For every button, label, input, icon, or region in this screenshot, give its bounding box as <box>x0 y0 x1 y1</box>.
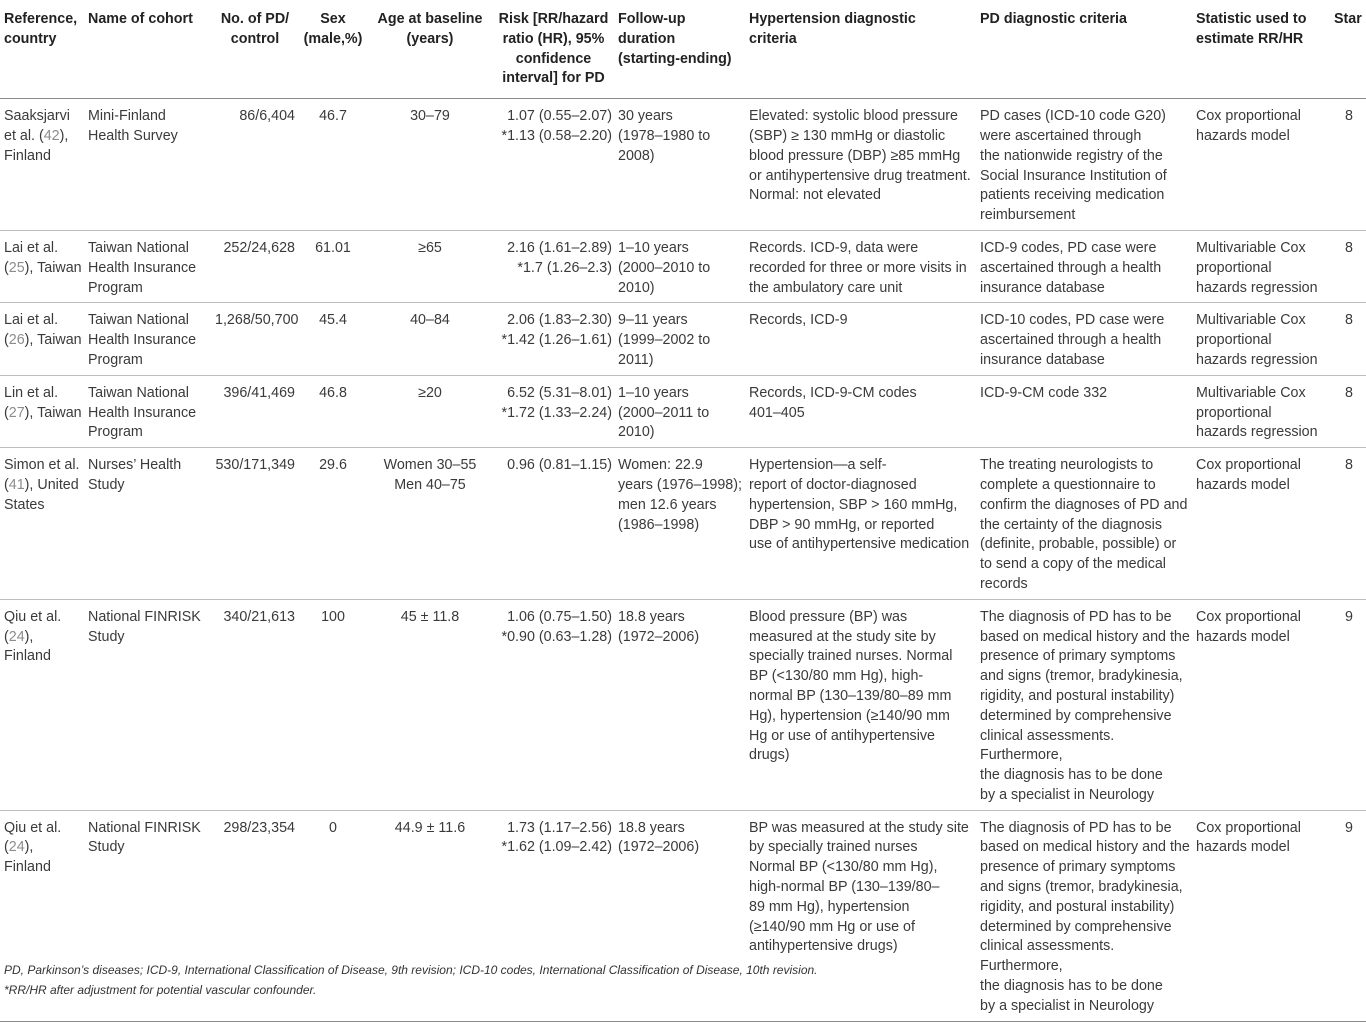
cell-star: 8 <box>1345 384 1353 401</box>
cell-reference <box>0 599 84 810</box>
cell-pd-criteria: ICD-9 codes, PD case were ascertained through a health insurance database <box>980 239 1162 296</box>
citation-link[interactable]: 24 <box>8 628 25 645</box>
cell-pd-control: 252/24,628 <box>223 239 295 256</box>
cell-followup: 9–11 years (1999–2002 to 2011) <box>618 312 711 368</box>
cell-sex: 100 <box>321 608 345 625</box>
cell-risk: 0.96 (0.81–1.15) <box>507 457 612 474</box>
cell-followup: 1–10 years (2000–2011 to 2010) <box>618 384 710 441</box>
cell-pd-criteria: The diagnosis of PD has to be based on medical history and the presence of primary symptoms and signs (tremor, bradykinesia, rigidity, and postural instability) determined by comprehensive clinical assessments. Furthermore, the diagnosis has to be done by a specialist in Neurology <box>980 819 1190 1014</box>
header-age: Age at baseline (years) <box>377 11 483 47</box>
citation-link[interactable]: 27 <box>8 404 25 421</box>
reference-author: Lai et al. ( <box>4 312 59 349</box>
reference-author: Lai et al. ( <box>4 239 59 276</box>
reference-country: ), Finland <box>4 628 51 665</box>
cell-cohort: Taiwan National Health Insurance Program <box>88 239 197 296</box>
header-htn-criteria: Hypertension diagnostic criteria <box>749 11 916 47</box>
cell-followup: 18.8 years (1972–2006) <box>618 608 700 645</box>
cell-risk: 1.06 (0.75–1.50) *0.90 (0.63–1.28) <box>501 608 612 645</box>
cell-statistic: Cox proportional hazards model <box>1196 108 1301 144</box>
cell-age: 44.9 ± 11.6 <box>394 819 466 836</box>
footnote-adjustment: *RR/HR after adjustment for potential vascular confounder. <box>4 983 317 997</box>
table-row <box>0 448 1366 600</box>
cell-htn-criteria: Blood pressure (BP) was measured at the study site by specially trained nurses. Normal BP (<130/80 mm Hg), high- normal BP (130–139/80–89 mm Hg), hypertension (≥140/90 mm Hg or use of antihypertensive drugs) <box>749 608 953 764</box>
cell-sex: 45.4 <box>319 312 347 329</box>
cell-statistic: Cox proportional hazards model <box>1196 457 1301 493</box>
table-row <box>0 599 1366 810</box>
cell-star: 8 <box>1345 108 1353 125</box>
cell-star: 8 <box>1345 239 1353 256</box>
cell-age: ≥65 <box>418 239 442 256</box>
cell-sex: 46.7 <box>319 108 347 125</box>
cell-risk: 1.07 (0.55–2.07) *1.13 (0.58–2.20) <box>501 108 612 144</box>
header-star: Star <box>1334 11 1362 27</box>
cell-pd-criteria: ICD-10 codes, PD case were ascertained through a health insurance database <box>980 312 1165 368</box>
cell-risk: 2.16 (1.61–2.89) *1.7 (1.26–2.3) <box>507 239 612 276</box>
cell-reference <box>0 375 84 447</box>
cell-pd-criteria: The treating neurologists to complete a questionnaire to confirm the diagnoses of PD and the certainty of the diagnosis (definite, probable, possible) or to send a copy of the medical records <box>980 457 1188 592</box>
cell-pd-criteria: ICD-9-CM code 332 <box>980 384 1108 401</box>
cell-pd-criteria: PD cases (ICD-10 code G20) were ascertained through the nationwide registry of the Social Insurance Institution of patients receiving medication reimbursement <box>980 108 1167 224</box>
cell-age: 45 ± 11.8 <box>400 608 460 625</box>
table-row <box>0 375 1366 447</box>
cell-followup: 1–10 years (2000–2010 to 2010) <box>618 239 711 296</box>
cell-htn-criteria: Records. ICD-9, data were recorded for three or more visits in the ambulatory care unit <box>749 239 967 296</box>
citation-link[interactable]: 26 <box>8 332 25 349</box>
cell-followup: 18.8 years (1972–2006) <box>618 819 700 856</box>
header-statistic: Statistic used to estimate RR/HR <box>1196 11 1307 47</box>
reference-author: Simon et al. ( <box>4 457 80 493</box>
citation-link[interactable]: 24 <box>8 839 25 856</box>
reference-author: Saaksjarvi et al. ( <box>4 108 70 144</box>
cell-risk: 6.52 (5.31–8.01) *1.72 (1.33–2.24) <box>501 384 612 421</box>
cell-pd-control: 298/23,354 <box>223 819 295 836</box>
cell-reference <box>0 448 84 600</box>
cell-statistic: Multivariable Cox proportional hazards regression <box>1196 312 1318 368</box>
reference-country: ), Finland <box>4 127 69 164</box>
cell-sex: 61.01 <box>315 239 351 256</box>
cell-htn-criteria: Records, ICD-9-CM codes 401–405 <box>749 384 917 421</box>
reference-author: Qiu et al. ( <box>4 819 62 856</box>
table-row <box>0 99 1366 231</box>
cell-cohort: Nurses’ Health Study <box>88 457 182 493</box>
cell-cohort: Mini-Finland Health Survey <box>88 108 178 144</box>
table-row <box>0 303 1366 375</box>
reference-country: ), Taiwan <box>24 332 82 349</box>
reference-country: ), Finland <box>4 839 51 876</box>
cell-star: 9 <box>1345 608 1353 625</box>
cell-cohort: National FINRISK Study <box>88 819 201 856</box>
cell-reference <box>0 230 84 302</box>
cell-cohort: Taiwan National Health Insurance Program <box>88 312 197 368</box>
header-row <box>0 0 1366 99</box>
cell-statistic: Multivariable Cox proportional hazards regression <box>1196 239 1318 296</box>
cell-risk: 2.06 (1.83–2.30) *1.42 (1.26–1.61) <box>501 312 612 349</box>
cell-followup: Women: 22.9 years (1976–1998); men 12.6 years (1986–1998) <box>618 457 742 533</box>
header-followup: Follow-up duration (starting-ending) <box>618 11 732 67</box>
cell-statistic: Cox proportional hazards model <box>1196 819 1301 856</box>
cell-pd-control: 86/6,404 <box>239 108 295 125</box>
reference-author: Lin et al. ( <box>4 384 59 421</box>
header-pd-criteria: PD diagnostic criteria <box>980 11 1127 27</box>
cell-age: ≥20 <box>418 384 442 401</box>
reference-country: ), Taiwan <box>24 404 82 421</box>
cell-statistic: Cox proportional hazards model <box>1196 608 1301 645</box>
cell-age: Women 30–55 Men 40–75 <box>383 457 477 493</box>
header-reference: Reference, country <box>4 11 78 47</box>
cell-age: 30–79 <box>410 108 450 125</box>
reference-author: Qiu et al. ( <box>4 608 62 645</box>
cell-htn-criteria: Records, ICD-9 <box>749 312 848 329</box>
footnote-abbreviations: PD, Parkinson’s diseases; ICD-9, International Classification of Disease, 9th revision; ICD-10 codes, International Classification of Disease, 10th revision. <box>4 963 818 977</box>
header-cohort: Name of cohort <box>88 11 193 27</box>
reference-country: ), Taiwan <box>24 259 82 276</box>
cell-reference <box>0 303 84 375</box>
header-risk: Risk [RR/hazard ratio (HR), 95% confidence interval] for PD <box>498 11 609 87</box>
cell-star: 8 <box>1345 312 1353 329</box>
cell-htn-criteria: Elevated: systolic blood pressure (SBP) ≥ 130 mmHg or diastolic blood pressure (DBP) ≥85 mmHg or antihypertensive drug treatment. Normal: not elevated <box>749 108 971 204</box>
cell-pd-control: 340/21,613 <box>223 608 295 625</box>
cell-pd-criteria: The diagnosis of PD has to be based on medical history and the presence of primary symptoms and signs (tremor, bradykinesia, rigidity, and postural instability) determined by comprehensive clinical assessments. Furthermore, the diagnosis has to be done by a specialist in Neurology <box>980 608 1190 803</box>
cell-pd-control: 530/171,349 <box>215 457 295 474</box>
citation-link[interactable]: 25 <box>8 259 25 276</box>
cell-star: 9 <box>1345 819 1353 836</box>
reference-country: ), United States <box>4 476 79 513</box>
cell-pd-control: 396/41,469 <box>223 384 295 401</box>
cell-star: 8 <box>1345 457 1353 474</box>
cell-pd-control: 1,268/50,700 <box>215 312 299 329</box>
table-footnotes <box>4 960 818 1000</box>
cell-statistic: Multivariable Cox proportional hazards regression <box>1196 384 1318 441</box>
header-pd-control: No. of PD/ control <box>220 11 290 47</box>
cell-sex: 0 <box>329 819 337 836</box>
cell-htn-criteria: Hypertension—a self- report of doctor-diagnosed hypertension, SBP > 160 mmHg, DBP > 90 mmHg, or reported use of antihypertensive medication <box>749 457 970 553</box>
header-sex: Sex (male,%) <box>303 11 363 47</box>
cell-risk: 1.73 (1.17–2.56) *1.62 (1.09–2.42) <box>501 819 612 856</box>
citation-link[interactable]: 41 <box>8 476 25 493</box>
cell-cohort: Taiwan National Health Insurance Program <box>88 384 197 441</box>
cell-htn-criteria: BP was measured at the study site by specially trained nurses Normal BP (<130/80 mm Hg), high-normal BP (130–139/80– 89 mm Hg), hypertension (≥140/90 mm Hg or use of antihypertensive drugs) <box>749 819 969 955</box>
cell-sex: 46.8 <box>319 384 347 401</box>
table-row <box>0 230 1366 302</box>
cell-followup: 30 years (1978–1980 to 2008) <box>618 108 711 164</box>
cell-age: 40–84 <box>410 312 450 329</box>
cell-reference <box>0 99 84 231</box>
cell-cohort: National FINRISK Study <box>88 608 201 645</box>
cell-sex: 29.6 <box>319 457 347 474</box>
citation-link[interactable]: 42 <box>43 127 60 144</box>
